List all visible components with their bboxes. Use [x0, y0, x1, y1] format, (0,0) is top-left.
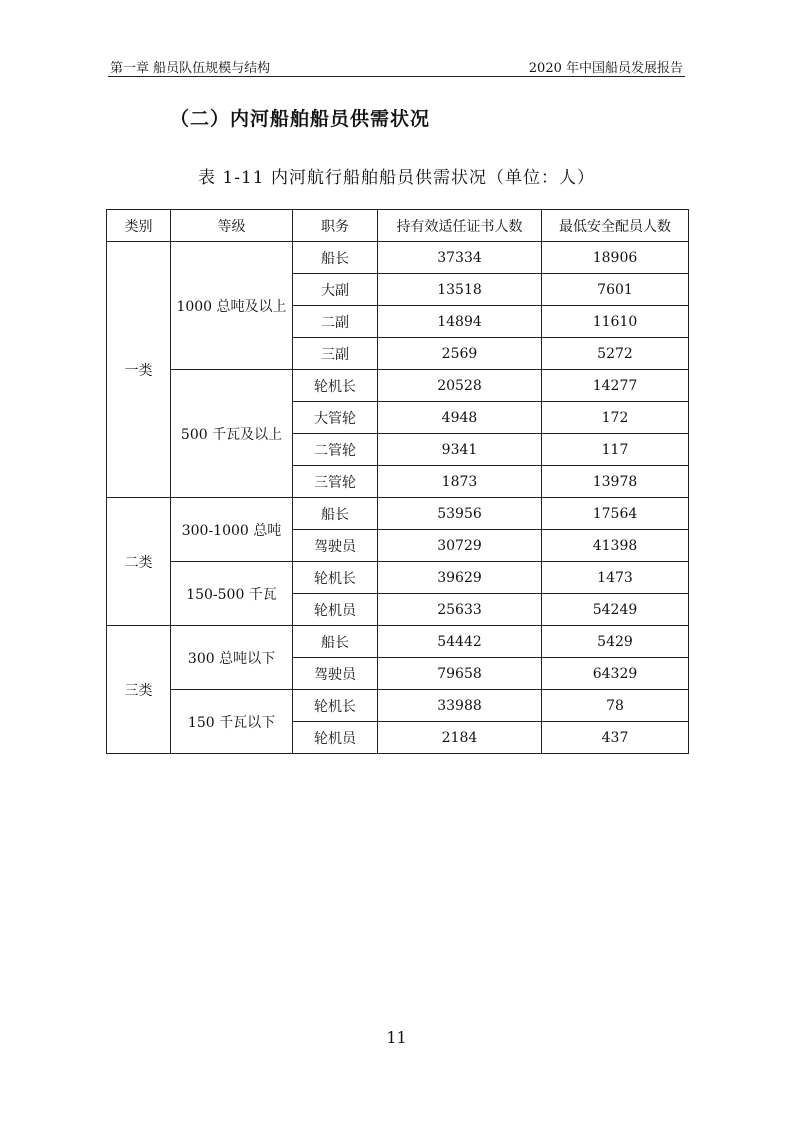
- certified-holders-cell: 25633: [378, 594, 542, 626]
- certified-holders-cell: 13518: [378, 274, 542, 306]
- duty-cell: 轮机长: [293, 370, 378, 402]
- table-row: [107, 626, 689, 658]
- duty-cell: 轮机长: [293, 690, 378, 722]
- header-min-safe-crew: 最低安全配员人数: [542, 210, 689, 242]
- table-caption: 表 1-11 内河航行船舶船员供需状况（单位：人）: [198, 168, 595, 188]
- min-safe-crew-cell: 11610: [542, 306, 689, 338]
- grade-cell: 150-500 千瓦: [171, 562, 293, 626]
- min-safe-crew-cell: 64329: [542, 658, 689, 690]
- duty-cell: 三副: [293, 338, 378, 370]
- table-header-row: [107, 210, 689, 242]
- table-row: [107, 690, 689, 722]
- min-safe-crew-cell: 5272: [542, 338, 689, 370]
- duty-cell: 船长: [293, 626, 378, 658]
- page-header: [108, 52, 685, 77]
- grade-cell: 500 千瓦及以上: [171, 370, 293, 498]
- certified-holders-cell: 37334: [378, 242, 542, 274]
- category-cell: 二类: [107, 498, 171, 626]
- min-safe-crew-cell: 78: [542, 690, 689, 722]
- min-safe-crew-cell: 5429: [542, 626, 689, 658]
- duty-cell: 二管轮: [293, 434, 378, 466]
- duty-cell: 大管轮: [293, 402, 378, 434]
- table-body: [107, 242, 689, 754]
- duty-cell: 船长: [293, 498, 378, 530]
- duty-cell: 轮机员: [293, 594, 378, 626]
- min-safe-crew-cell: 117: [542, 434, 689, 466]
- certified-holders-cell: 2569: [378, 338, 542, 370]
- certified-holders-cell: 39629: [378, 562, 542, 594]
- header-grade: 等级: [171, 210, 293, 242]
- duty-cell: 轮机员: [293, 722, 378, 754]
- min-safe-crew-cell: 437: [542, 722, 689, 754]
- duty-cell: 大副: [293, 274, 378, 306]
- header-report-title: 2020 年中国船员发展报告: [528, 61, 683, 76]
- header-certified-holders: 持有效适任证书人数: [378, 210, 542, 242]
- certified-holders-cell: 2184: [378, 722, 542, 754]
- certified-holders-cell: 54442: [378, 626, 542, 658]
- section-title: （二）内河船舶船员供需状况: [170, 108, 431, 130]
- grade-cell: 150 千瓦以下: [171, 690, 293, 754]
- certified-holders-cell: 30729: [378, 530, 542, 562]
- duty-cell: 驾驶员: [293, 658, 378, 690]
- min-safe-crew-cell: 54249: [542, 594, 689, 626]
- duty-cell: 三管轮: [293, 466, 378, 498]
- duty-cell: 轮机长: [293, 562, 378, 594]
- category-cell: 一类: [107, 242, 171, 498]
- header-duty: 职务: [293, 210, 378, 242]
- header-category: 类别: [107, 210, 171, 242]
- table-row: [107, 242, 689, 274]
- crew-supply-table: [106, 209, 689, 754]
- min-safe-crew-cell: 14277: [542, 370, 689, 402]
- category-cell: 三类: [107, 626, 171, 754]
- min-safe-crew-cell: 172: [542, 402, 689, 434]
- certified-holders-cell: 20528: [378, 370, 542, 402]
- duty-cell: 二副: [293, 306, 378, 338]
- min-safe-crew-cell: 41398: [542, 530, 689, 562]
- certified-holders-cell: 79658: [378, 658, 542, 690]
- min-safe-crew-cell: 7601: [542, 274, 689, 306]
- header-chapter: 第一章 船员队伍规模与结构: [110, 61, 271, 76]
- table-row: [107, 498, 689, 530]
- certified-holders-cell: 4948: [378, 402, 542, 434]
- table-row: [107, 370, 689, 402]
- min-safe-crew-cell: 17564: [542, 498, 689, 530]
- certified-holders-cell: 1873: [378, 466, 542, 498]
- certified-holders-cell: 9341: [378, 434, 542, 466]
- grade-cell: 300 总吨以下: [171, 626, 293, 690]
- duty-cell: 船长: [293, 242, 378, 274]
- certified-holders-cell: 33988: [378, 690, 542, 722]
- min-safe-crew-cell: 18906: [542, 242, 689, 274]
- grade-cell: 300-1000 总吨: [171, 498, 293, 562]
- min-safe-crew-cell: 1473: [542, 562, 689, 594]
- certified-holders-cell: 14894: [378, 306, 542, 338]
- table-row: [107, 562, 689, 594]
- certified-holders-cell: 53956: [378, 498, 542, 530]
- grade-cell: 1000 总吨及以上: [171, 242, 293, 370]
- page-number: 11: [386, 1028, 407, 1047]
- min-safe-crew-cell: 13978: [542, 466, 689, 498]
- duty-cell: 驾驶员: [293, 530, 378, 562]
